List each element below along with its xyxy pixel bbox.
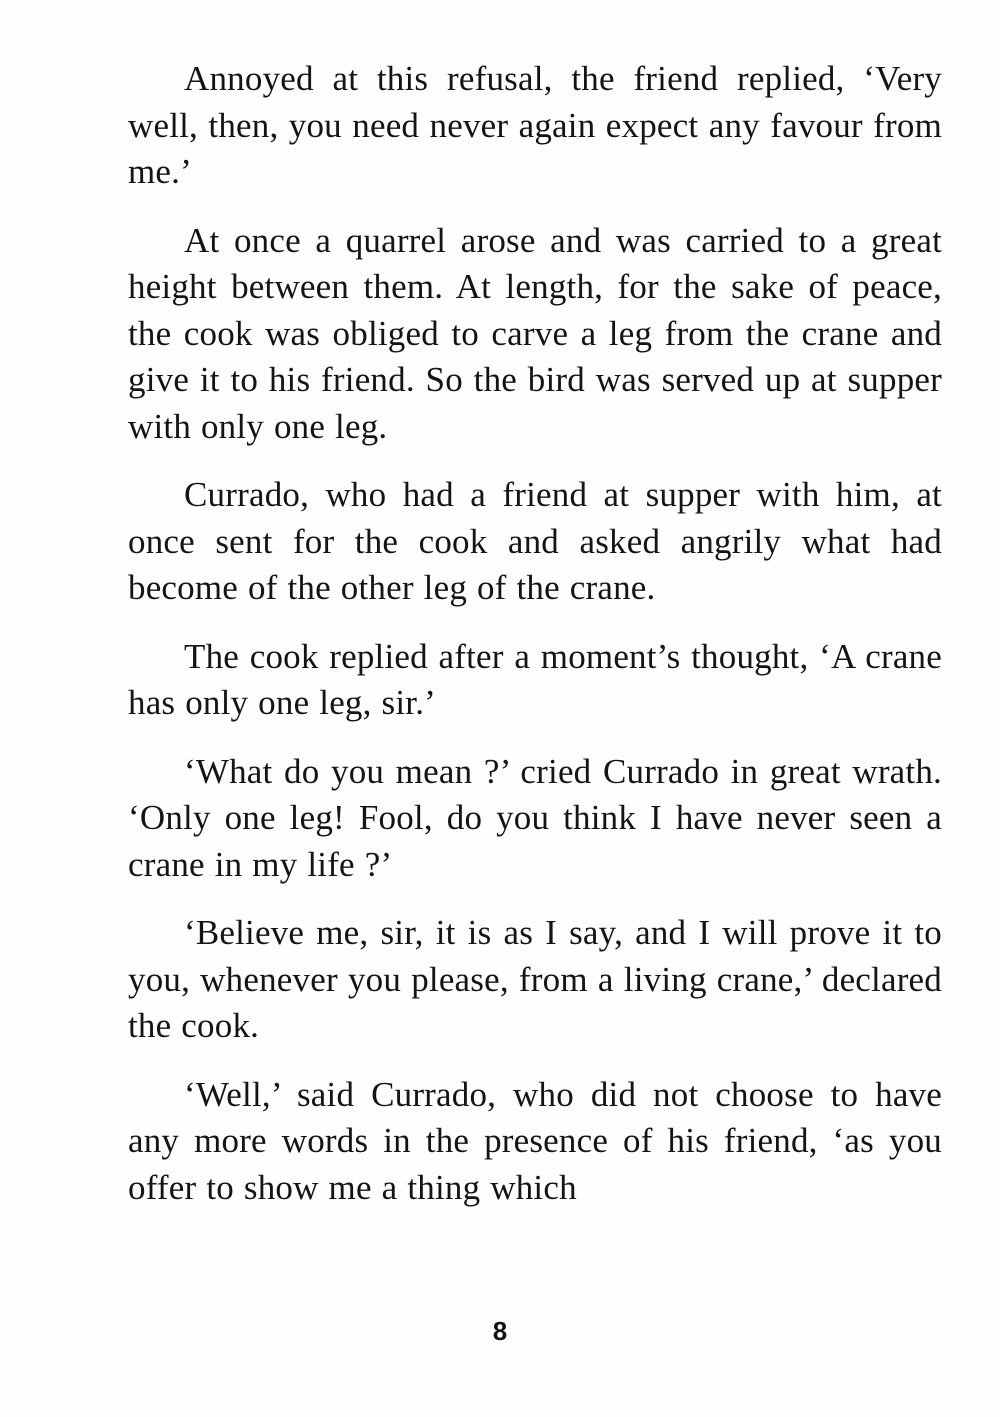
paragraph-5: ‘What do you mean ?’ cried Currado in great wrath. ‘Only one leg! Fool, do you think I have never seen a crane in my life ?’ <box>128 751 942 884</box>
paragraph-1: Annoyed at this refusal, the friend replied, ‘Very well, then, you need never again expect any favour from me.’ <box>128 59 942 191</box>
paragraph-3: Currado, who had a friend at supper with him, at once sent for the cook and asked angrily what had become of the other leg of the crane. <box>128 475 942 607</box>
paragraph-7: ‘Well,’ said Currado, who did not choose to have any more words in the presence of his friend, ‘as you offer to show me a thing which <box>128 1074 942 1207</box>
paragraph-2: At once a quarrel arose and was carried to a great height between them. At length, for the sake of peace, the cook was obliged to carve a leg from the crane and give it to his friend. So the bird was served up at supper with only one leg. <box>128 220 942 446</box>
paragraph-6: ‘Believe me, sir, it is as I say, and I will prove it to you, whenever you please, from a living crane,’ declared the cook. <box>128 913 942 1045</box>
body-text <box>128 56 942 1233</box>
page-number: 8 <box>492 1316 508 1346</box>
paragraph-4: The cook replied after a moment’s thought, ‘A crane has only one leg, sir.’ <box>128 636 942 722</box>
